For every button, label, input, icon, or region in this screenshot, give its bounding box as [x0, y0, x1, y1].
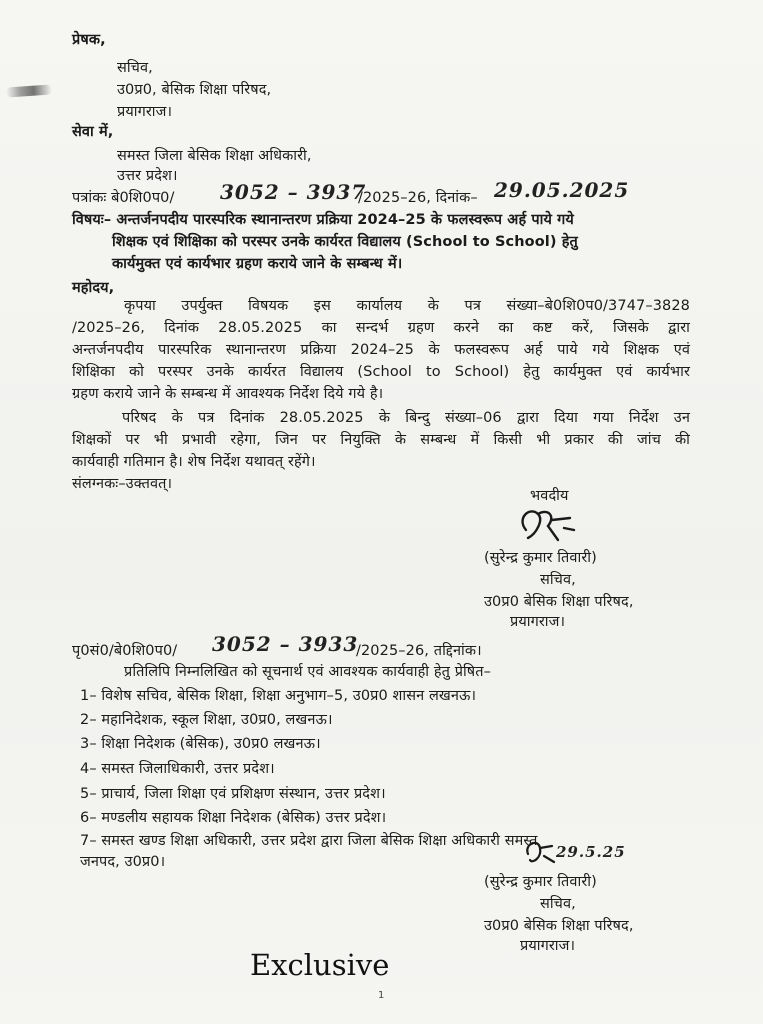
- signatory-1-designation: सचिव,: [540, 572, 576, 588]
- signatory-2-name: (सुरेन्द्र कुमार तिवारी): [484, 874, 597, 890]
- reference-handwritten-number: 3052 – 3937: [220, 180, 367, 204]
- body-p1-line-5: ग्रहण कराये जाने के सम्बन्ध में आवश्यक निर्देश दिये गये है।: [72, 386, 384, 402]
- signature-2-date: 29.5.25: [556, 843, 626, 861]
- body-p1-line-1: कृपया उपर्युक्त विषयक इस कार्यालय के पत्र संख्या–बे0शि0प0/3747–3828: [124, 298, 690, 314]
- sender-label: प्रेषक,: [72, 32, 106, 48]
- copy-item-7-continued: जनपद, उ0प्र0।: [80, 854, 166, 870]
- body-p2-line-1: परिषद के पत्र दिनांक 28.05.2025 के बिन्दु संख्या–06 द्वारा दिया गया निर्देश उन: [122, 410, 690, 426]
- copy-item-7: 7– समस्त खण्ड शिक्षा अधिकारी, उत्तर प्रदेश द्वारा जिला बेसिक शिक्षा अधिकारी समस्त: [80, 833, 538, 849]
- scan-smudge: [6, 84, 53, 97]
- reference-year: /2025–26, दिनांक–: [358, 190, 478, 206]
- body-p2-line-2: शिक्षकों पर भी प्रभावी रहेगा, जिन पर नियुक्ति के सम्बन्ध में किसी भी प्रकार की जांच की: [72, 432, 690, 448]
- signatory-2-city: प्रयागराज।: [520, 938, 576, 954]
- subject-line-1: विषयः– अन्तर्जनपदीय पारस्परिक स्थानान्तरण प्रक्रिया 2024–25 के फलस्वरूप अर्ह पाये गये: [72, 212, 574, 228]
- copy-item-6: 6– मण्डलीय सहायक शिक्षा निदेशक (बेसिक) उत्तर प्रदेश।: [80, 810, 387, 826]
- signature-2-mark: [522, 836, 558, 870]
- copy-item-5: 5– प्राचार्य, जिला शिक्षा एवं प्रशिक्षण संस्थान, उत्तर प्रदेश।: [80, 786, 386, 802]
- subject-line-3: कार्यमुक्त एवं कार्यभार ग्रहण कराये जाने के सम्बन्ध में।: [112, 256, 403, 272]
- copy-item-1: 1– विशेष सचिव, बेसिक शिक्षा, शिक्षा अनुभाग–5, उ0प्र0 शासन लखनऊ।: [80, 688, 477, 704]
- body-p1-line-4: शिक्षिका को परस्पर उनके कार्यरत विद्यालय (School to School) हेतु कार्यमुक्त एवं कार्यभार: [72, 364, 690, 380]
- copy-item-2: 2– महानिदेशक, स्कूल शिक्षा, उ0प्र0, लखनऊ।: [80, 712, 333, 728]
- salutation: महोदय,: [72, 280, 115, 296]
- body-p2-line-3: कार्यवाही गतिमान है। शेष निर्देश यथावत् रहेंगे।: [72, 454, 316, 470]
- recipient-label: सेवा में,: [72, 124, 114, 140]
- signatory-1-office: उ0प्र0 बेसिक शिक्षा परिषद,: [484, 594, 634, 610]
- endorsement-intro: प्रतिलिपि निम्नलिखित को सूचनार्थ एवं आवश्यक कार्यवाही हेतु प्रेषित–: [124, 664, 492, 680]
- exclusive-watermark: Exclusive: [250, 948, 390, 982]
- closing: भवदीय: [530, 488, 569, 504]
- signature-1-mark: [508, 500, 588, 548]
- recipient-name: समस्त जिला बेसिक शिक्षा अधिकारी,: [117, 148, 312, 164]
- signatory-1-name: (सुरेन्द्र कुमार तिवारी): [484, 550, 597, 566]
- endorsement-prefix: पृ0सं0/बे0शि0प0/: [72, 643, 178, 659]
- copy-item-4: 4– समस्त जिलाधिकारी, उत्तर प्रदेश।: [80, 761, 275, 777]
- recipient-state: उत्तर प्रदेश।: [117, 168, 178, 184]
- signatory-1-city: प्रयागराज।: [510, 614, 566, 630]
- signatory-2-office: उ0प्र0 बेसिक शिक्षा परिषद,: [484, 918, 634, 934]
- body-p1-line-2: /2025–26, दिनांक 28.05.2025 का सन्दर्भ ग्रहण करने का कष्ट करें, जिसके द्वारा: [72, 320, 690, 336]
- endorsement-handwritten-number: 3052 – 3933: [212, 632, 359, 656]
- subject-line-2: शिक्षक एवं शिक्षिका को परस्पर उनके कार्यरत विद्यालय (School to School) हेतु: [112, 234, 578, 250]
- signatory-2-designation: सचिव,: [540, 896, 576, 912]
- reference-prefix: पत्रांकः बे0शि0प0/: [72, 190, 175, 206]
- page-number: 1: [378, 990, 385, 1001]
- endorsement-suffix: /2025–26, तद्दिनांक।: [356, 643, 482, 659]
- reference-handwritten-date: 29.05.2025: [494, 178, 630, 202]
- copy-item-3: 3– शिक्षा निदेशक (बेसिक), उ0प्र0 लखनऊ।: [80, 736, 321, 752]
- sender-city: प्रयागराज।: [117, 104, 173, 120]
- sender-designation: सचिव,: [117, 60, 153, 76]
- body-p1-line-3: अन्तर्जनपदीय पारस्परिक स्थानान्तरण प्रक्रिया 2024–25 के फलस्वरूप अर्ह पाये गये शिक्षक एवं: [72, 342, 690, 358]
- enclosure: संलग्नकः–उक्तवत्।: [72, 476, 173, 492]
- sender-office: उ0प्र0, बेसिक शिक्षा परिषद,: [117, 82, 272, 98]
